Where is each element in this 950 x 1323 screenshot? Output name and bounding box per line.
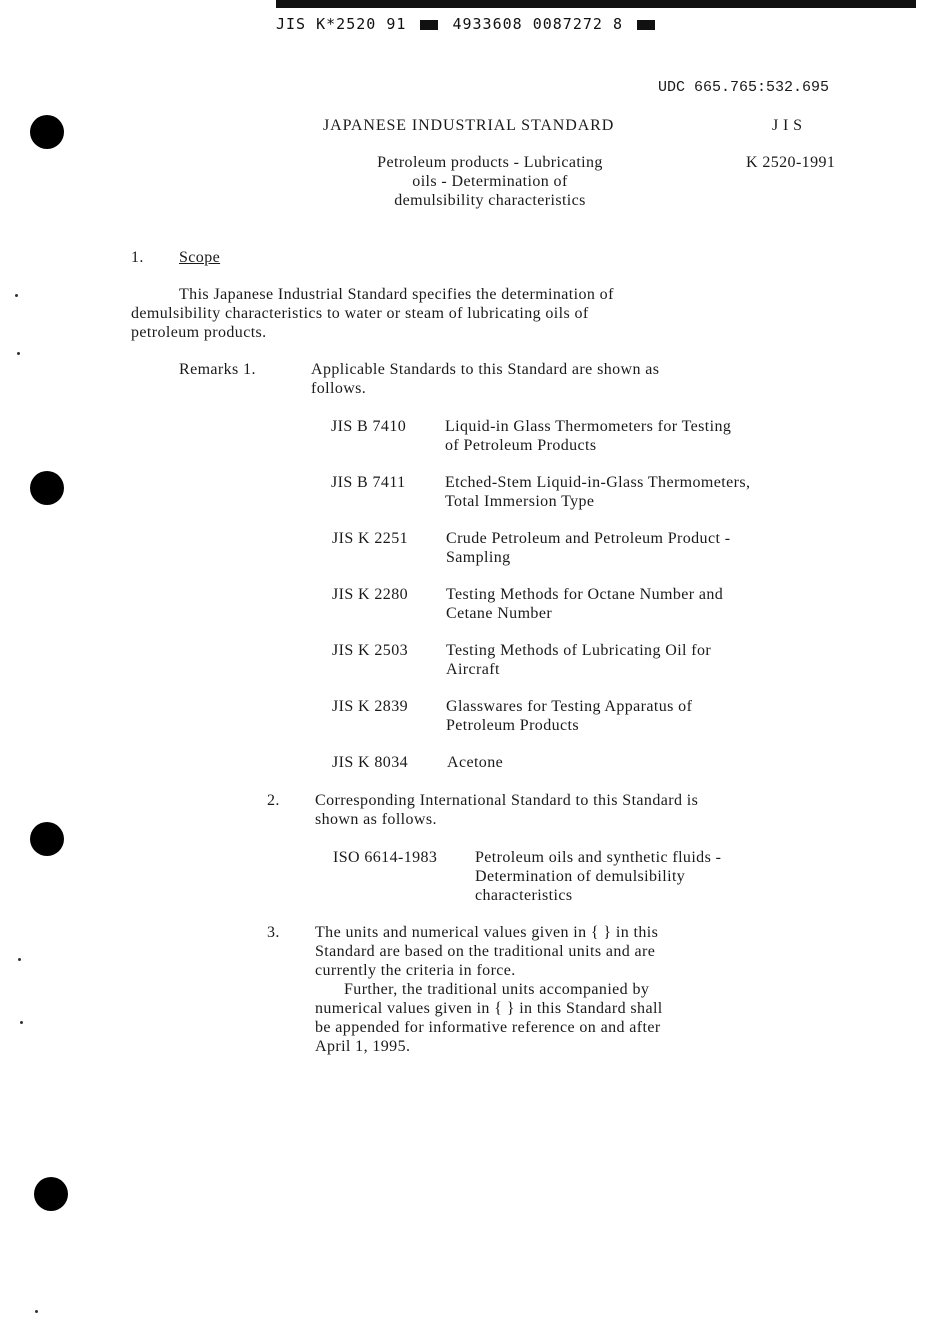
scan-header-code	[276, 15, 659, 33]
scan-speck	[18, 958, 21, 961]
reference-title	[445, 417, 731, 455]
reference-title	[446, 697, 692, 735]
scope-paragraph	[131, 285, 614, 342]
reference-title-line: Testing Methods for Octane Number and	[446, 586, 724, 603]
title-line: oils - Determination of	[412, 173, 568, 190]
reference-title-line: Acetone	[447, 754, 504, 771]
reference-title-line: Total Immersion Type	[445, 493, 595, 510]
title-line: Petroleum products - Lubricating	[377, 154, 603, 171]
title-line: demulsibility characteristics	[394, 192, 586, 209]
reference-title	[447, 753, 503, 772]
reference-title-line: Crude Petroleum and Petroleum Product -	[446, 530, 731, 547]
remark-line: Standard are based on the traditional units and are	[315, 943, 656, 960]
scope-line: petroleum products.	[131, 324, 267, 341]
iso-title-line: Petroleum oils and synthetic fluids -	[475, 849, 722, 866]
reference-title-line: Sampling	[446, 549, 511, 566]
reference-title-line: Cetane Number	[446, 605, 553, 622]
udc-code: UDC 665.765:532.695	[658, 79, 830, 96]
scan-top-bar	[276, 0, 916, 8]
remark-text	[315, 791, 698, 829]
reference-code: JIS B 7411	[331, 474, 406, 491]
remark-line: currently the criteria in force.	[315, 962, 516, 979]
remark-line: Further, the traditional units accompanied by	[344, 981, 650, 998]
remark-line: shown as follows.	[315, 811, 437, 828]
remark-number: 2.	[267, 792, 280, 809]
scope-line: demulsibility characteristics to water or steam of lubricating oils of	[131, 305, 589, 322]
reference-code: JIS K 2503	[332, 642, 409, 659]
scan-speck	[15, 294, 18, 297]
iso-title-line: Determination of demulsibility	[475, 868, 686, 885]
scan-code-left: JIS K*2520 91	[276, 15, 407, 33]
standard-number: K 2520-1991	[746, 154, 836, 171]
scan-block-mark	[637, 20, 655, 30]
remark-text	[315, 923, 663, 1056]
standard-org: JAPANESE INDUSTRIAL STANDARD	[323, 117, 615, 134]
reference-title-line: Petroleum Products	[446, 717, 579, 734]
scope-line: This Japanese Industrial Standard specifies the determination of	[179, 286, 614, 303]
reference-title	[446, 641, 711, 679]
remark-line: be appended for informative reference on and after	[315, 1019, 661, 1036]
punch-hole-icon	[30, 115, 64, 149]
iso-title-line: characteristics	[475, 887, 573, 904]
remarks-intro	[311, 360, 659, 398]
reference-title	[445, 473, 750, 511]
scan-speck	[17, 352, 20, 355]
remarks-intro-line: follows.	[311, 380, 367, 397]
reference-code: JIS B 7410	[331, 418, 407, 435]
remark-line: Corresponding International Standard to this Standard is	[315, 792, 699, 809]
document-title	[330, 153, 650, 210]
punch-hole-icon	[34, 1177, 68, 1211]
reference-title-line: Liquid-in Glass Thermometers for Testing	[445, 418, 732, 435]
iso-code: ISO 6614-1983	[333, 849, 438, 866]
reference-title-line: Glasswares for Testing Apparatus of	[446, 698, 693, 715]
reference-code: JIS K 2251	[332, 530, 409, 547]
reference-code: JIS K 2280	[332, 586, 409, 603]
remark-number: 3.	[267, 924, 280, 941]
remark-line: numerical values given in { } in this Standard shall	[315, 1000, 663, 1017]
remark-line: April 1, 1995.	[315, 1038, 411, 1055]
remarks-label: Remarks 1.	[179, 361, 256, 378]
reference-title-line: of Petroleum Products	[445, 437, 597, 454]
iso-title	[475, 848, 721, 905]
reference-code: JIS K 8034	[332, 754, 409, 771]
punch-hole-icon	[30, 822, 64, 856]
remarks-intro-line: Applicable Standards to this Standard are shown as	[311, 361, 660, 378]
section-heading: Scope	[179, 249, 221, 266]
reference-code: JIS K 2839	[332, 698, 409, 715]
scan-speck	[35, 1310, 38, 1313]
reference-title-line: Etched-Stem Liquid-in-Glass Thermometers,	[445, 474, 751, 491]
reference-title	[446, 585, 723, 623]
reference-title	[446, 529, 730, 567]
section-number: 1.	[131, 249, 144, 266]
scan-code-mid: 4933608 0087272 8	[452, 15, 623, 33]
reference-title-line: Aircraft	[446, 661, 500, 678]
punch-hole-icon	[30, 471, 64, 505]
scan-block-mark	[420, 20, 438, 30]
remark-line: The units and numerical values given in { } in this	[315, 924, 659, 941]
scan-speck	[20, 1021, 23, 1024]
reference-title-line: Testing Methods of Lubricating Oil for	[446, 642, 712, 659]
jis-mark: J I S	[772, 117, 803, 134]
